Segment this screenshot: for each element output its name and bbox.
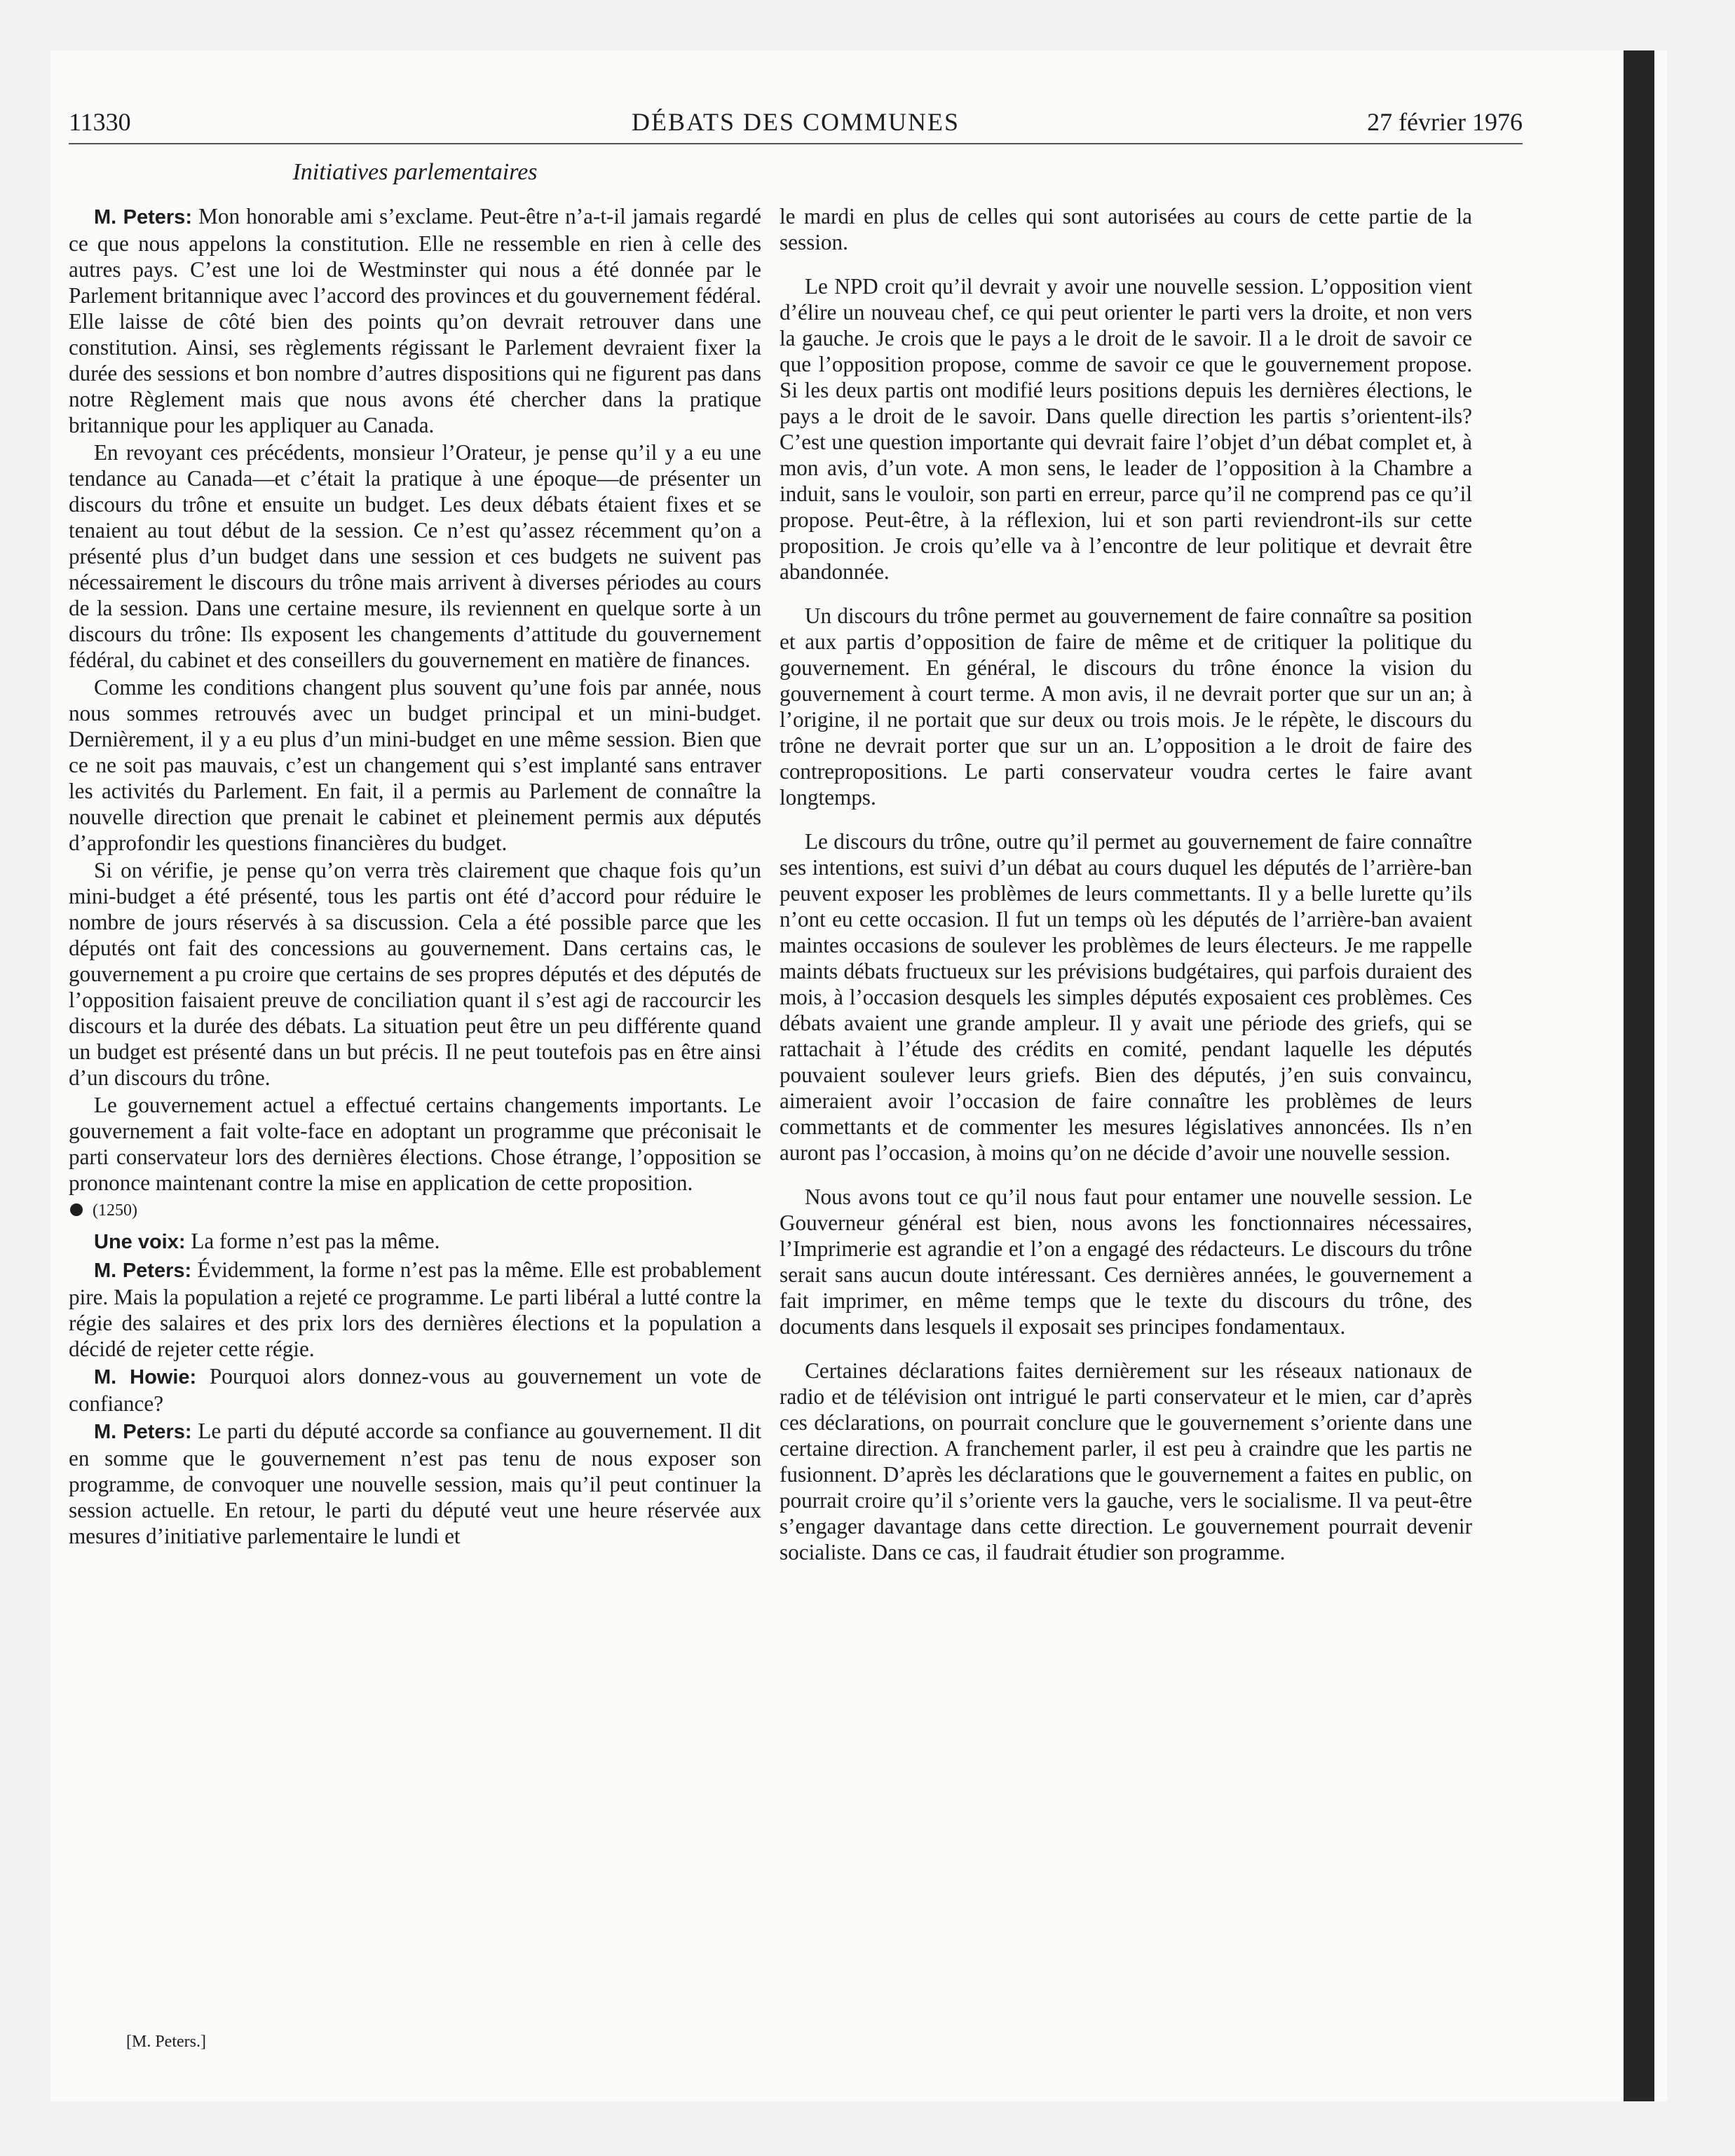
scan-edge-shadow (1624, 50, 1654, 2101)
publication-title: DÉBATS DES COMMUNES (631, 108, 960, 136)
paragraph (69, 1418, 761, 1549)
section-subheading: Initiatives parlementaires (292, 159, 538, 185)
speaker-name: M. Howie: (94, 1366, 197, 1389)
speech-text: Le parti du député accorde sa confiance au gouvernement. Il dit en somme que le gouvernement n’est pas tenu de nous exposer son programme, de convoquer une nouvelle session, mais qu’il peut continuer la session actuelle. En retour, le parti du député veut une heure réservée aux mesures d’initiative parlementaire le lundi et (69, 1419, 761, 1548)
paragraph: Si on vérifie, je pense qu’on verra très clairement que chaque fois qu’un mini-budget a été présenté, tous les partis ont été d’accord pour réduire le nombre de jours réservés à sa discussion. Cela a été possible parce que les députés ont fait des concessions au gouvernement. Dans certains cas, le gouvernement a pu croire que certains de ses propres députés et des députés de l’opposition faisaient preuve de conciliation quant il s’est agi de raccourcir les discours et la durée des débats. La situation peut être un peu différente quand un budget est présenté dans un but précis. Il ne peut toutefois pas en être ainsi d’un discours du trône. (69, 858, 761, 1090)
bullet-icon (70, 1203, 83, 1216)
speech-text: Pourquoi alors donnez-vous au gouvernement un vote de confiance? (69, 1364, 761, 1416)
paragraph: Certaines déclarations faites dernièrement sur les réseaux nationaux de radio et de télévision ont intrigué le parti conservateur et le mien, car d’après ces déclarations, on pourrait conclure que le gouvernement s’oriente dans une certaine direction. A franchement parler, il est peu à craindre que les partis ne fusionnent. D’après les déclarations que le gouvernement a faites en public, on pourrait croire qu’il s’oriente vers la gauche, vers le socialisme. Il va peut-être s’engager davantage dans cette direction. Le gouvernement pourrait devenir socialiste. Dans ce cas, il faudrait étudier son programme. (780, 1358, 1472, 1564)
speech-text: Évidemment, la forme n’est pas la même. Elle est probablement pire. Mais la population a rejeté ce programme. Le parti libéral a lutté contre la régie des salaires et des prix lors des dernières élections et la population a décidé de rejeter cette régie. (69, 1257, 761, 1361)
paragraph: Nous avons tout ce qu’il nous faut pour entamer une nouvelle session. Le Gouverneur général est bien, nous avons les fonctionnaires nécessaires, l’Imprimerie est agrandie et l’on a engagé des rédacteurs. Le discours du trône serait sans aucun doute intéressant. Ces dernières années, le gouvernement a fait imprimer, en même temps que le texte du discours du trône, des documents dans lesquels il exposait ses principes fondamentaux. (780, 1185, 1472, 1339)
paragraph (69, 203, 761, 438)
speech-text: La forme n’est pas la même. (191, 1229, 440, 1253)
right-column (780, 203, 1472, 1583)
paragraph: Comme les conditions changent plus souvent qu’une fois par année, nous nous sommes retrouvés avec un budget principal et un mini-budget. Dernièrement, il y a eu plus d’un mini-budget en une même session. Bien que ce ne soit pas mauvais, c’est un changement qui s’est implanté sans entraver les activités du Parlement. En fait, il a permis au Parlement de connaître la nouvelle direction que prenait le cabinet et pleinement permis aux députés d’approfondir les questions financières du budget. (69, 675, 761, 855)
speaker-name: Une voix: (94, 1231, 186, 1253)
paragraph: En revoyant ces précédents, monsieur l’Orateur, je pense qu’il y a eu une tendance au Canada—et c’était la pratique à une époque—de présenter un discours du trône et ensuite un budget. Les deux débats étaient fixes et se tenaient au tout début de la session. Ce n’est qu’assez récemment qu’on a présenté plus d’un budget dans une session et ces budgets ne suivent pas nécessairement le discours du trône mais arrivent à diverses périodes au cours de la session. Dans une certaine mesure, ils reviennent en quelque sorte à un discours du trône: Ils exposent les changements d’attitude du gouvernement fédéral, du cabinet et des conseillers du gouvernement en matière de finances. (69, 440, 761, 672)
page-header (69, 101, 1523, 144)
time-marker-text: (1250) (93, 1201, 137, 1220)
speaker-name: M. Peters: (94, 206, 192, 228)
speaker-attribution: [M. Peters.] (126, 2033, 206, 2051)
paragraph: le mardi en plus de celles qui sont autorisées au cours de cette partie de la session. (780, 204, 1472, 254)
paragraph (69, 1363, 761, 1417)
time-marker (69, 1200, 761, 1221)
paragraph: Un discours du trône permet au gouvernement de faire connaître sa position et aux partis d’opposition de faire de même et de critiquer la politique du gouvernement. En général, le discours du trône énonce la vision du gouvernement à court terme. A mon avis, il ne devrait porter que sur un an; à l’origine, il ne portait que sur deux ou trois mois. Je le répète, le discours du trône ne devrait porter que sur un an. L’opposition a le droit de faire des contrepropositions. Le parti conservateur voudra certes le faire avant longtemps. (780, 603, 1472, 810)
paragraph: Le gouvernement actuel a effectué certains changements importants. Le gouvernement a fait volte-face en adoptant un programme que préconisait le parti conservateur lors des dernières élections. Chose étrange, l’opposition se prononce maintenant contre la mise en application de cette proposition. (69, 1093, 761, 1195)
page-number: 11330 (69, 108, 131, 136)
paragraph (69, 1257, 761, 1362)
speaker-name: M. Peters: (94, 1421, 192, 1443)
speech-text: Mon honorable ami s’exclame. Peut-être n’a-t-il jamais regardé ce que nous appelons la constitution. Elle ne ressemble en rien à celle des autres pays. C’est une loi de Westminster qui nous a été donnée par le Parlement britannique avec l’accord des provinces et du gouvernement fédéral. Elle laisse de côté bien des points qu’on devrait retrouver dans une constitution. Ainsi, ses règlements régissant le Parlement devraient fixer la durée des sessions et bon nombre d’autres dispositions qui ne figurent pas dans notre Règlement mais que nous avons été chercher dans la pratique britannique pour les appliquer au Canada. (69, 204, 761, 437)
publication-date: 27 février 1976 (1367, 108, 1523, 136)
paragraph: Le NPD croit qu’il devrait y avoir une nouvelle session. L’opposition vient d’élire un nouveau chef, ce qui peut orienter le parti vers la droite, et non vers la gauche. Je crois que le pays a le droit de le savoir. Il a le droit de savoir ce que l’opposition propose, comme de savoir ce que le gouvernement propose. Si les deux partis ont modifié leurs positions depuis les dernières élections, le pays a le droit de le savoir. Dans quelle direction les partis s’orientent-ils? C’est une question importante qui devrait faire l’objet d’un débat complet et, à mon avis, d’un vote. A mon sens, le leader de l’opposition à la Chambre a induit, sans le vouloir, son parti en erreur, parce qu’il ne comprend pas ce qu’il propose. Peut-être, à la réflexion, lui et son parti reviendront-ils sur cette proposition. Je crois qu’elle va à l’encontre de leur politique et devrait être abandonnée. (780, 274, 1472, 584)
speaker-name: M. Peters: (94, 1260, 192, 1282)
left-column (69, 203, 761, 1550)
paragraph (69, 1228, 761, 1255)
paragraph: Le discours du trône, outre qu’il permet au gouvernement de faire connaître ses intentions, est suivi d’un débat au cours duquel les députés de l’arrière-ban peuvent exposer les problèmes de leurs commettants. Il y a belle lurette qu’ils n’ont eu cette occasion. Il fut un temps où les députés de l’arrière-ban avaient maintes occasions de soulever les problèmes de leurs électeurs. Je me rappelle maints débats fructueux sur les prévisions budgétaires, qui parfois duraient des mois, à l’occasion desquels les simples députés exposaient ces problèmes. Ces débats avaient une grande ampleur. Il y avait une période des griefs, qui se rattachait à l’étude des crédits en comité, pendant laquelle les députés pouvaient soulever leurs griefs. Bien des députés, j’en suis convaincu, aimeraient avoir l’occasion de faire connaître les problèmes de leurs commettants et de commenter les mesures législatives annoncées. Ils n’en auront pas l’occasion, à moins qu’on ne décide d’avoir une nouvelle session. (780, 829, 1472, 1165)
